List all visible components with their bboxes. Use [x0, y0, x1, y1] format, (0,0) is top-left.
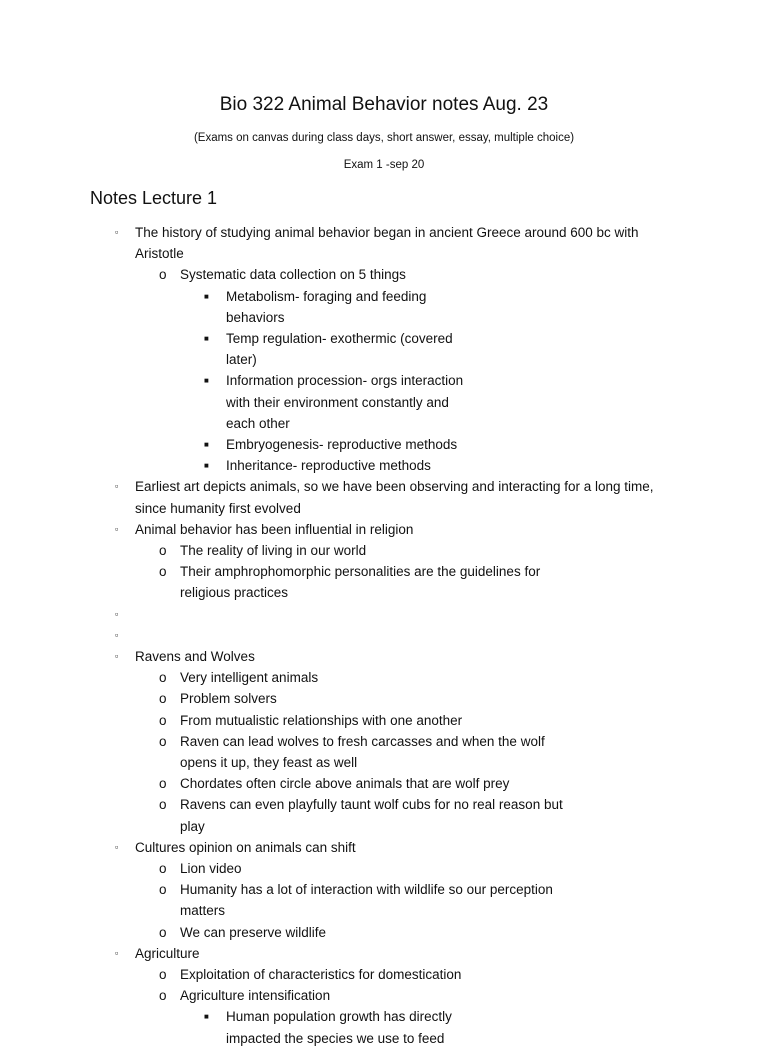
list-item — [180, 434, 576, 455]
list-item — [135, 794, 672, 836]
filled-square-bullet-icon: ■ — [204, 334, 209, 344]
list-item — [0, 943, 768, 1049]
list-item-text: The reality of living in our world — [180, 543, 367, 559]
list-item — [135, 540, 672, 561]
square-bullet-icon: ▫ — [115, 608, 119, 619]
section-heading: Notes Lecture 1 — [90, 188, 218, 208]
list-item — [180, 286, 576, 328]
square-bullet-icon: ▫ — [115, 227, 119, 237]
list-item — [135, 858, 672, 879]
list-item-text: From mutualistic relationships with one another — [180, 712, 463, 728]
bullet-list-level-3 — [180, 1006, 576, 1048]
circle-bullet-icon: o — [159, 797, 167, 813]
notes-list — [0, 222, 768, 1049]
list-item-text: Agriculture intensification — [180, 988, 331, 1004]
list-item — [0, 646, 768, 837]
list-item-text: Animal behavior has been influential in religion — [135, 521, 414, 537]
list-item-text: Ravens and Wolves — [135, 649, 255, 665]
filled-square-bullet-icon: ■ — [204, 461, 209, 471]
circle-bullet-icon: o — [159, 861, 167, 877]
filled-square-bullet-icon: ■ — [204, 1012, 209, 1022]
bullet-list-level-2 — [135, 667, 672, 837]
circle-bullet-icon: o — [159, 776, 167, 792]
circle-bullet-icon: o — [159, 988, 167, 1004]
list-item — [135, 561, 672, 603]
document-title: Bio 322 Animal Behavior notes Aug. 23 — [219, 94, 549, 115]
list-item — [135, 688, 672, 709]
square-bullet-icon: ▫ — [115, 629, 119, 640]
square-bullet-icon: ▫ — [115, 523, 119, 534]
list-item-text: Raven can lead wolves to fresh carcasses and when the wolf opens it up, they feast as well — [180, 733, 545, 771]
list-item — [0, 222, 768, 476]
list-item-text: Temp regulation- exothermic (covered later) — [226, 331, 453, 368]
circle-bullet-icon: o — [159, 733, 167, 749]
list-item — [180, 370, 576, 434]
list-item — [0, 519, 768, 604]
filled-square-bullet-icon: ■ — [204, 291, 209, 301]
square-bullet-icon: ▫ — [115, 481, 119, 492]
list-item — [135, 922, 672, 943]
circle-bullet-icon: o — [159, 691, 167, 707]
list-item-text: Chordates often circle above animals that are wolf prey — [180, 776, 510, 792]
circle-bullet-icon: o — [159, 967, 167, 983]
filled-square-bullet-icon: ■ — [204, 440, 209, 450]
bullet-list-level-2 — [135, 858, 672, 943]
list-item — [135, 879, 672, 921]
list-item-text: Cultures opinion on animals can shift — [135, 839, 356, 855]
circle-bullet-icon: o — [159, 924, 167, 940]
bullet-list-level-1 — [0, 222, 768, 1049]
bullet-list-level-2 — [135, 264, 672, 476]
list-item — [135, 985, 672, 1049]
list-item — [180, 1006, 576, 1048]
circle-bullet-icon: o — [159, 882, 167, 898]
list-item-text: Information procession- orgs interaction with their environment constantly and each other — [226, 373, 464, 431]
list-item-text: Human population growth has directly impacted the species we use to feed — [226, 1009, 452, 1046]
circle-bullet-icon: o — [159, 543, 167, 559]
list-item-text: We can preserve wildlife — [180, 924, 327, 940]
bullet-list-level-2 — [135, 964, 672, 1049]
list-item-text: Agriculture — [135, 945, 200, 961]
exam-date: Exam 1 -sep 20 — [343, 159, 425, 171]
list-item-text: Humanity has a lot of interaction with wildlife so our perception matters — [180, 882, 553, 919]
list-item-empty — [0, 604, 768, 625]
list-item — [180, 328, 576, 370]
list-item-text: Their amphrophomorphic personalities are the guidelines for religious practices — [180, 564, 541, 601]
list-item — [135, 731, 672, 773]
list-item-text: Systematic data collection on 5 things — [180, 267, 406, 283]
list-item — [135, 773, 672, 794]
list-item — [135, 667, 672, 688]
list-item-text: Inheritance- reproductive methods — [226, 458, 431, 474]
circle-bullet-icon: o — [159, 670, 167, 686]
list-item-text: Exploitation of characteristics for domestication — [180, 967, 462, 983]
list-item — [135, 964, 672, 985]
circle-bullet-icon: o — [159, 267, 167, 283]
bullet-list-level-3 — [180, 286, 576, 477]
list-item-text: Metabolism- foraging and feeding behaviors — [226, 288, 427, 325]
list-item — [135, 710, 672, 731]
list-item — [135, 264, 672, 476]
list-item-empty — [0, 625, 768, 646]
bullet-list-level-2 — [135, 540, 672, 604]
list-item-text: Lion video — [180, 861, 242, 877]
square-bullet-icon: ▫ — [115, 841, 119, 852]
square-bullet-icon: ▫ — [115, 947, 119, 958]
square-bullet-icon: ▫ — [115, 651, 119, 662]
list-item — [0, 476, 768, 518]
list-item-text: Very intelligent animals — [180, 670, 319, 686]
list-item — [0, 837, 768, 943]
list-item-text: Embryogenesis- reproductive methods — [226, 437, 458, 453]
list-item-text: The history of studying animal behavior began in ancient Greece around 600 bc with Aristotle — [135, 225, 639, 262]
list-item-text: Ravens can even playfully taunt wolf cubs for no real reason but play — [180, 797, 563, 834]
list-item-text: Earliest art depicts animals, so we have been observing and interacting for a long time, since humanity first evolved — [135, 479, 654, 516]
circle-bullet-icon: o — [159, 712, 167, 728]
exam-info-note: (Exams on canvas during class days, short answer, essay, multiple choice) — [193, 132, 575, 144]
list-item — [180, 455, 576, 476]
filled-square-bullet-icon: ■ — [204, 376, 209, 386]
circle-bullet-icon: o — [159, 564, 167, 580]
list-item-text: Problem solvers — [180, 691, 277, 707]
